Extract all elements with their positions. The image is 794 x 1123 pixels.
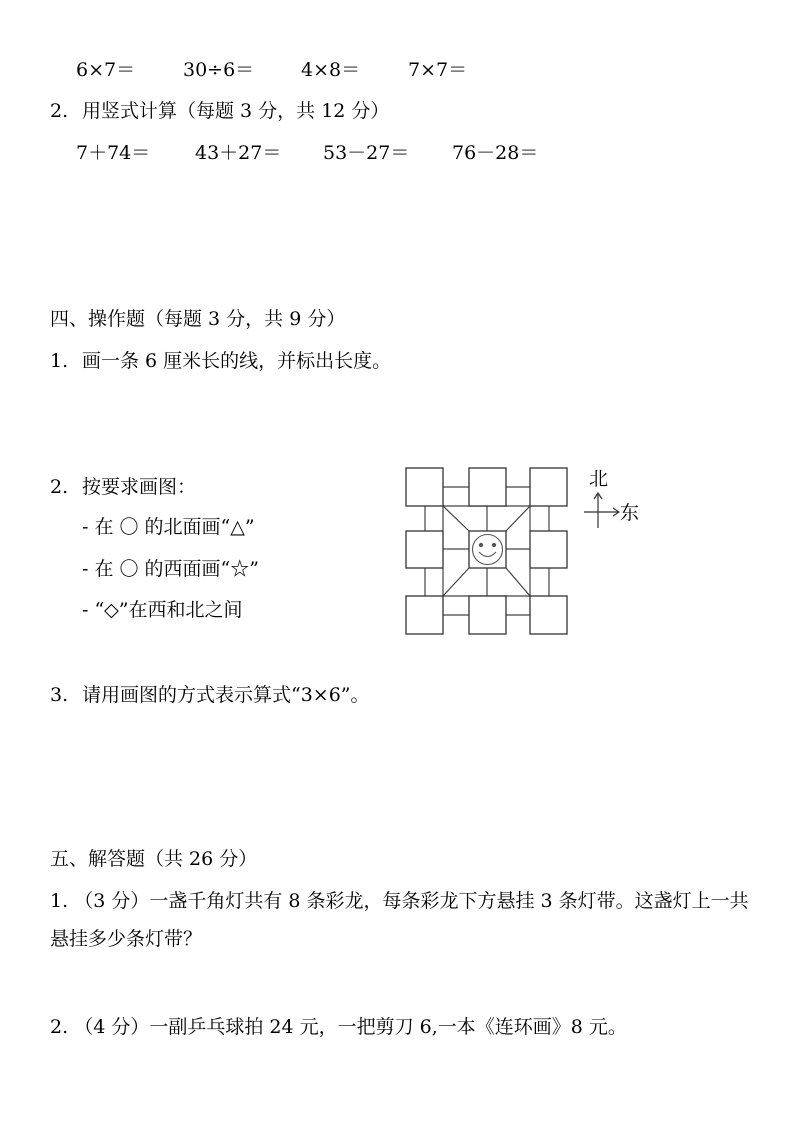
word-problem [50,882,755,958]
word-problem [50,1008,755,1046]
calc-expression: 76－28＝ [452,142,539,164]
question-number: 1. [50,350,69,372]
compass-north-label: 北 [589,468,609,490]
instruction-item: - “◇”在西和北之间 [82,599,243,621]
question-text: （3 分）一盏千角灯共有 8 条彩龙，每条彩龙下方悬挂 3 条灯带。这盏灯上一共悬挂多少条灯带？ [50,890,749,950]
instruction-item: - 在 〇 的西面画“☆” [82,558,259,580]
calc-expression: 43＋27＝ [195,142,282,164]
calc-expression: 7×7＝ [408,59,468,81]
question-number: 2. [50,100,69,122]
question-text: 用竖式计算（每题 3 分，共 12 分） [82,100,390,122]
calc-expression: 53－27＝ [323,142,410,164]
calc-expression: 30÷6＝ [183,59,255,81]
question-number: 3. [50,684,69,706]
section-title: 四、操作题（每题 3 分，共 9 分） [50,308,346,330]
grid-diagram [400,462,575,640]
question-number: 2. [50,1016,69,1038]
question-number: 2. [50,476,69,498]
question-text: 请用画图的方式表示算式“3×6”。 [82,684,370,706]
question-text: （4 分）一副乒乓球拍 24 元，一把剪刀 6,一本《连环画》8 元。 [74,1016,627,1038]
question-number: 1. [50,890,69,912]
question-text: 按要求画图： [82,476,197,498]
compass-arrow-icon [580,490,620,530]
section-title: 五、解答题（共 26 分） [50,848,258,870]
instruction-item: - 在 〇 的北面画“△” [82,516,255,538]
question-text: 画一条 6 厘米长的线，并标出长度。 [82,350,392,372]
calc-expression: 6×7＝ [76,59,136,81]
compass-east-label: 东 [620,502,640,524]
calc-expression: 7＋74＝ [76,142,151,164]
calc-expression: 4×8＝ [301,59,361,81]
